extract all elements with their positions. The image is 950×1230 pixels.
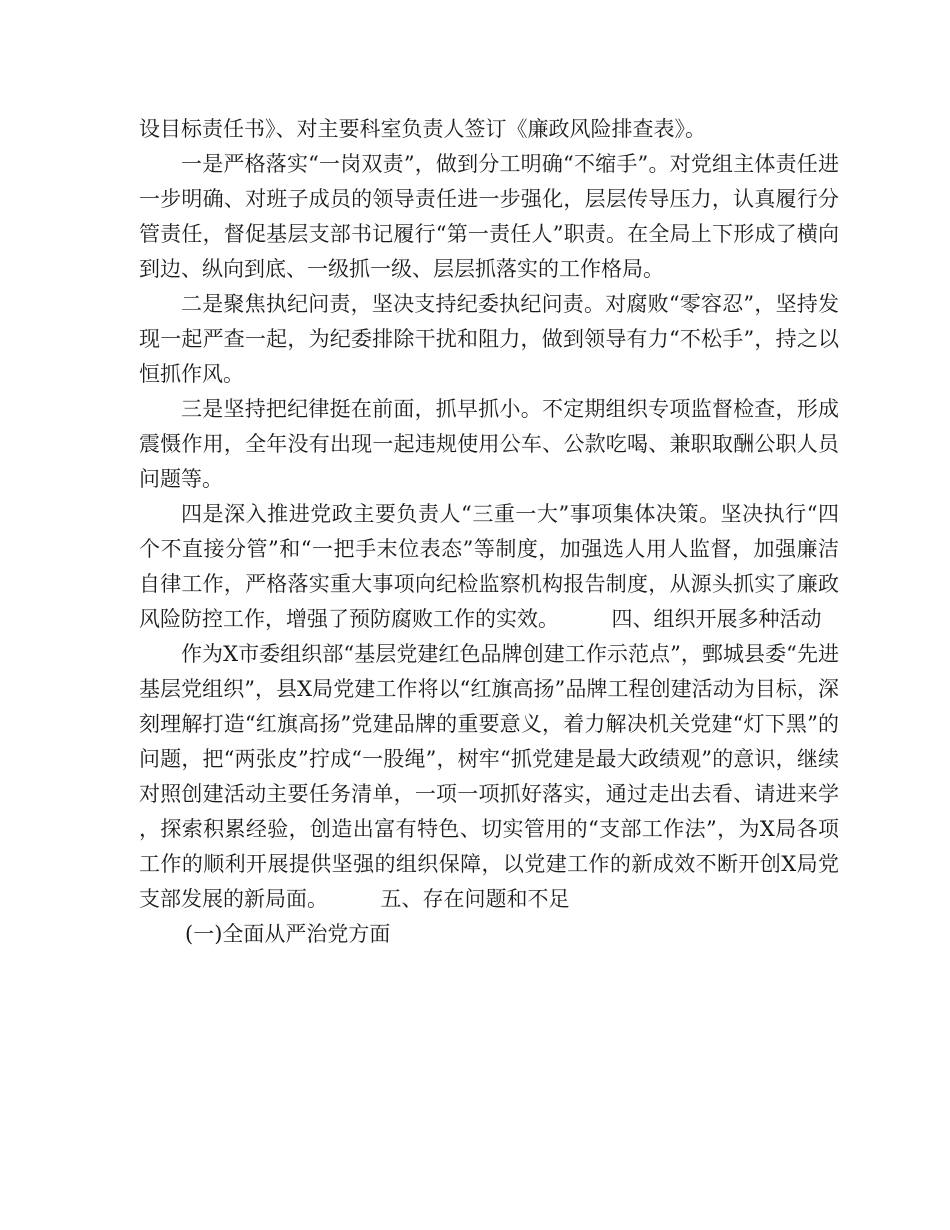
paragraph-continuation: 设目标责任书》、对主要科室负责人签订《廉政风险排查表》。 bbox=[139, 117, 706, 141]
section-subheading: (一)全面从严治党方面 bbox=[185, 922, 391, 946]
paragraph-party-brand: 作为X市委组织部“基层党建红色品牌创建工作示范点”，鄄城县委“先进基层党组织”，县X局党建工作将以“红旗高扬”品牌工程创建活动为目标，深刻理解打造“红旗高扬”党建品牌的重要意义，着力解决机关党建“灯下黑”的问题，把“两张皮”拧成“一股绳”，树牢“抓党建是最大政绩观”的意识，继续对照创建活动主要任务清单，一项一项抓好落实，通过走出去看、请进来学，探索积累经验，创造出富有特色、切实管用的“支部工作法”，为X局各项工作的顺利开展提供坚强的组织保障，以党建工作的新成效不断开创X局党支部发展的新局面。 五、存在问题和不足 bbox=[139, 642, 839, 911]
paragraph-discipline-first: 三是坚持把纪律挺在前面，抓早抓小。不定期组织专项监督检查，形成震慑作用，全年没有出现一起违规使用公车、公款吃喝、兼职取酬公职人员问题等。 bbox=[139, 397, 839, 491]
document-body bbox=[139, 112, 839, 952]
paragraph-discipline-accountability: 二是聚焦执纪问责，坚决支持纪委执纪问责。对腐败“零容忍”，坚持发现一起严查一起，为纪委排除干扰和阻力，做到领导有力“不松手”，持之以恒抓作风。 bbox=[139, 292, 839, 386]
paragraph-one-post-two-duties: 一是严格落实“一岗双责”，做到分工明确“不缩手”。对党组主体责任进一步明确、对班子成员的领导责任进一步强化，层层传导压力，认真履行分管责任，督促基层支部书记履行“第一责任人”职责。在全局上下形成了横向到边、纵向到底、一级抓一级、层层抓落实的工作格局。 bbox=[139, 152, 839, 281]
paragraph-collective-decision: 四是深入推进党政主要负责人“三重一大”事项集体决策。坚决执行“四个不直接分管”和“一把手末位表态”等制度，加强选人用人监督，加强廉洁自律工作，严格落实重大事项向纪检监察机构报告制度，从源头抓实了廉政风险防控工作，增强了预防腐败工作的实效。 四、组织开展多种活动 bbox=[139, 502, 839, 631]
